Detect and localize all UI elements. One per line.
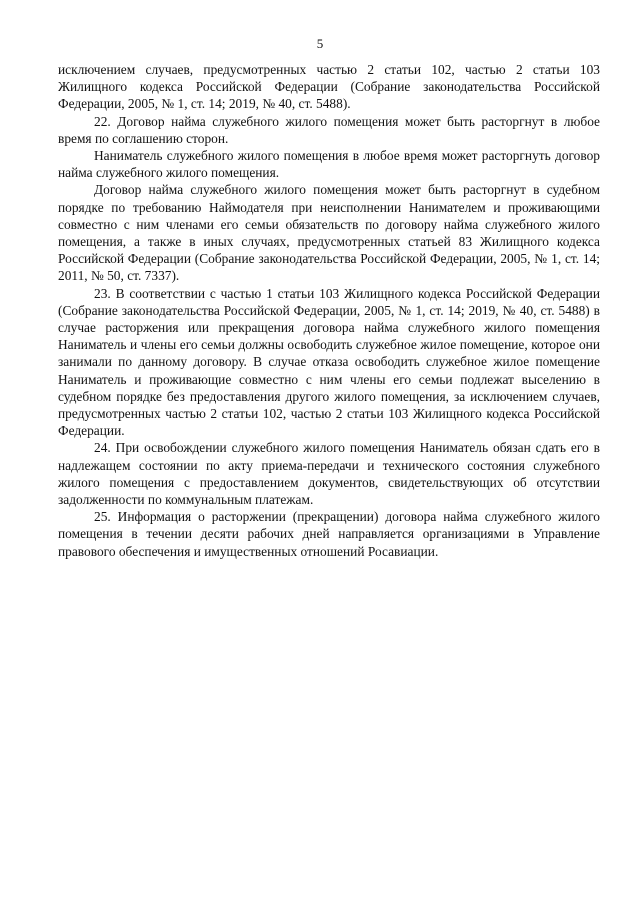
paragraph-22-tenant-termination: Наниматель служебного жилого помещения в любое время может расторгнуть договор найма служебного жилого помещения.	[58, 148, 600, 181]
paragraph-23: 23. В соответствии с частью 1 статьи 103 Жилищного кодекса Российской Федерации (Собрание законодательства Российской Федерации, 2005, № 1, ст. 14; 2019, № 40, ст. 5488) в случае расторжения или прекращения договора найма служебного жилого помещения Наниматель и члены его семьи должны освободить служебное жилое помещение, которое они занимали по данному договору. В случае отказа освободить служебное жилое помещение Наниматель и проживающие совместно с ним члены его семьи подлежат выселению в судебном порядке без предоставления другого жилого помещения, за исключением случаев, предусмотренных частью 2 статьи 102, частью 2 статьи 103 Жилищного кодекса Российской Федерации.	[58, 285, 600, 439]
document-body	[58, 61, 600, 560]
paragraph-24: 24. При освобождении служебного жилого помещения Наниматель обязан сдать его в надлежащем состоянии по акту приема-передачи и технического состояния служебного жилого помещения с предоставлением документов, свидетельствующих об отсутствии задолженности по коммунальным платежам.	[58, 440, 600, 508]
page-number: 5	[316, 36, 324, 51]
paragraph-25: 25. Информация о расторжении (прекращении) договора найма служебного жилого помещения в течении десяти рабочих дней направляется организациями в Управление правового обеспечения и имущественных отношений Росавиации.	[58, 509, 600, 559]
paragraph-continuation: исключением случаев, предусмотренных частью 2 статьи 102, частью 2 статьи 103 Жилищного кодекса Российской Федерации (Собрание законодательства Российской Федерации, 2005, № 1, ст. 14; 2019, № 40, ст. 5488).	[58, 62, 600, 112]
paragraph-22-judicial-termination: Договор найма служебного жилого помещения может быть расторгнут в судебном порядке по требованию Наймодателя при неисполнении Нанимателем и проживающими совместно с ним членами его семьи обязательств по договору найма служебного жилого помещения, а также в иных случаях, предусмотренных статьей 83 Жилищного кодекса Российской Федерации (Собрание законодательства Российской Федерации, 2005, № 1, ст. 14; 2011, № 50, ст. 7337).	[58, 182, 600, 284]
paragraph-22: 22. Договор найма служебного жилого помещения может быть расторгнут в любое время по соглашению сторон.	[58, 113, 600, 146]
